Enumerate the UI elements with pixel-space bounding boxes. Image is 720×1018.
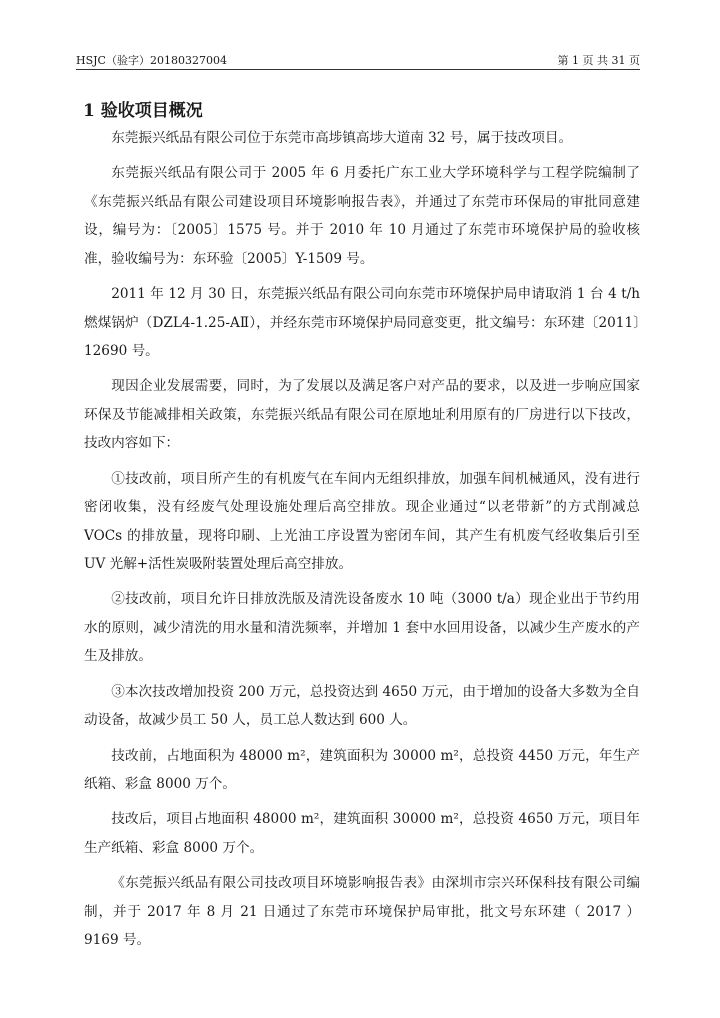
document-id: HSJC（验字）20180327004 bbox=[76, 54, 227, 67]
paragraph: ①技改前，项目所产生的有机废气在车间内无组织排放，加强车间机械通风，没有进行密闭收集，没有经废气处理设施处理后高空排放。现企业通过“以老带新”的方式削减总 VOCs 的排放量，现将印刷、上光油工序设置为密闭车间，其产生有机废气经收集后引至 UV 光解+活性炭吸附装置处理后高空排放。 bbox=[84, 470, 640, 573]
page-number: 第 1 页 共 31 页 bbox=[557, 54, 640, 67]
paragraph: ③本次技改增加投资 200 万元，总投资达到 4650 万元，由于增加的设备大多数为全自动设备，故减少员工 50 人，员工总人数达到 600 人。 bbox=[84, 683, 640, 729]
paragraph: 技改后，项目占地面积 48000 m²，建筑面积 30000 m²，总投资 4650 万元，项目年生产纸箱、彩盒 8000 万个。 bbox=[84, 811, 640, 856]
section-title: 1 验收项目概况 bbox=[83, 101, 203, 121]
paragraph: ②技改前，项目允许日排放洗版及清洗设备废水 10 吨（3000 t/a）现企业出于节约用水的原则，减少清洗的用水量和清洗频率，并增加 1 套中水回用设备，以减少生产废水的产生及排放。 bbox=[84, 591, 640, 665]
paragraph: 2011 年 12 月 30 日，东莞振兴纸品有限公司向东莞市环境保护局申请取消 1 台 4 t/h 燃煤锅炉（DZL4-1.25-AⅡ），并经东莞市环境保护局同意变更，批文编号：东环建〔2011〕12690 号。 bbox=[84, 286, 640, 360]
paragraph: 《东莞振兴纸品有限公司技改项目环境影响报告表》由深圳市宗兴环保科技有限公司编制，并于 2017 年 8 月 21 日通过了东莞市环境保护局审批，批文号东环建（ 2017 ）9169 号。 bbox=[84, 875, 640, 949]
paragraph: 技改前，占地面积为 48000 m²，建筑面积为 30000 m²，总投资 4450 万元，年生产纸箱、彩盒 8000 万个。 bbox=[84, 747, 640, 793]
document-body bbox=[84, 124, 640, 961]
header-divider bbox=[76, 69, 640, 70]
paragraph: 东莞振兴纸品有限公司位于东莞市高埗镇高埗大道南 32 号，属于技改项目。 bbox=[111, 130, 573, 146]
paragraph: 现因企业发展需要，同时，为了发展以及满足客户对产品的要求，以及进一步响应国家环保及节能减排相关政策，东莞振兴纸品有限公司在原地址利用原有的厂房进行以下技改，技改内容如下： bbox=[84, 378, 640, 452]
paragraph: 东莞振兴纸品有限公司于 2005 年 6 月委托广东工业大学环境科学与工程学院编制了《东莞振兴纸品有限公司建设项目环境影响报告表》，并通过了东莞市环保局的审批同意建设，编号为：〔2005〕1575 号。并于 2010 年 10 月通过了东莞市环境保护局的验收核准，验收编号为：东环验〔2005〕Y-1509 号。 bbox=[84, 165, 640, 267]
